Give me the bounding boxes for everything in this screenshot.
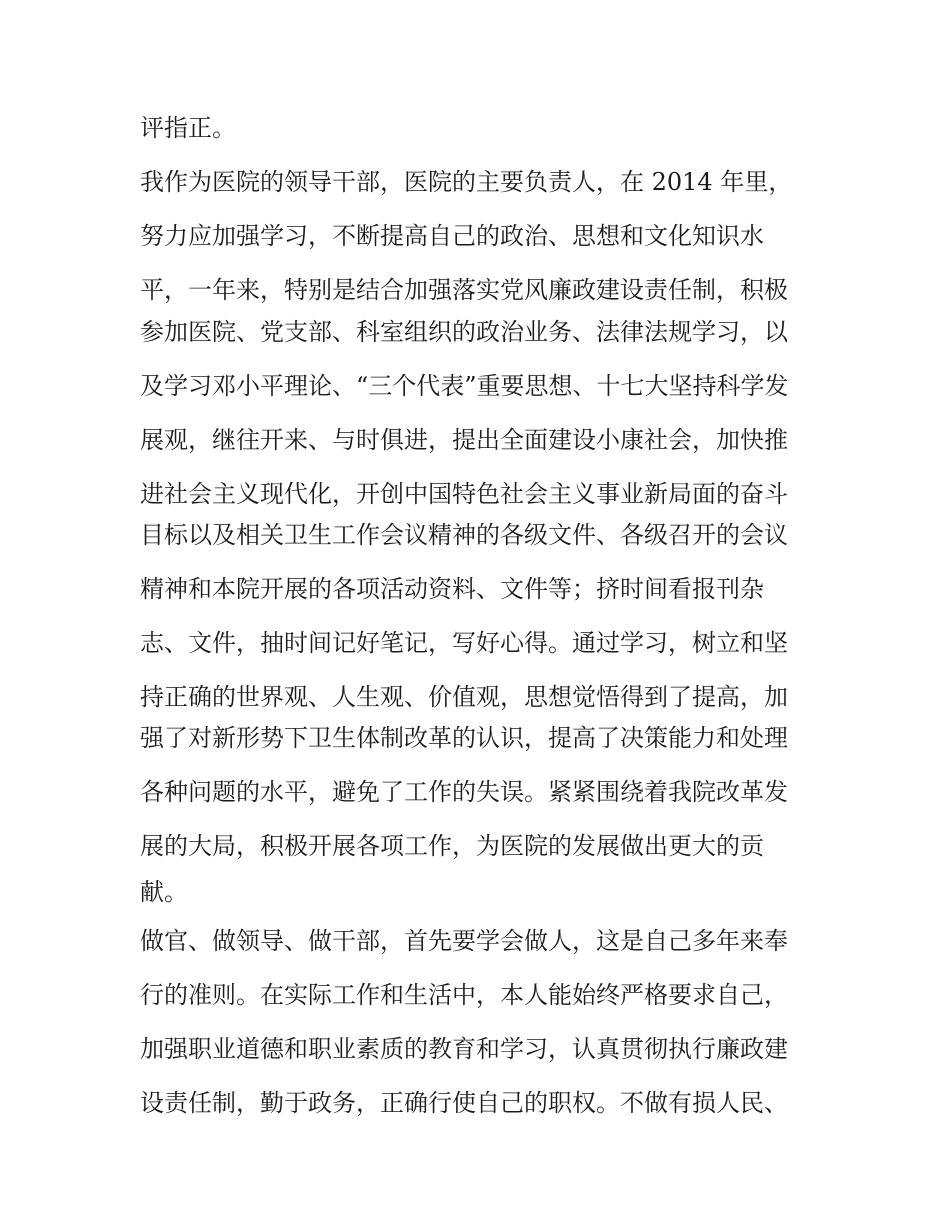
text-line: 行的准则。在实际工作和生活中，本人能始终严格要求自己， xyxy=(140,981,788,1009)
text-line: 献。 xyxy=(140,878,188,906)
text-line: 目标以及相关卫生工作会议精神的各级文件、各级召开的会议 xyxy=(140,521,788,549)
text-line: 持正确的世界观、人生观、价值观，思想觉悟得到了提高，加 xyxy=(140,683,788,711)
text-line: 做官、做领导、做干部，首先要学会做人，这是自己多年来奉 xyxy=(140,927,788,955)
text-line: 我作为医院的领导干部，医院的主要负责人，在 2014 年里， xyxy=(140,168,793,196)
text-line: 评指正。 xyxy=(140,114,236,142)
text-line: 展的大局，积极开展各项工作，为医院的发展做出更大的贡 xyxy=(140,832,764,860)
text-line: 志、文件，抽时间记好笔记，写好心得。通过学习，树立和坚 xyxy=(140,629,788,657)
text-line: 强了对新形势下卫生体制改革的认识，提高了决策能力和处理 xyxy=(140,724,788,752)
text-line: 展观，继往开来、与时俱进，提出全面建设小康社会，加快推 xyxy=(140,426,788,454)
text-line: 设责任制，勤于政务，正确行使自己的职权。不做有损人民、 xyxy=(140,1089,788,1117)
text-line: 进社会主义现代化，开创中国特色社会主义事业新局面的奋斗 xyxy=(140,480,788,508)
text-line: 精神和本院开展的各项活动资料、文件等；挤时间看报刊杂 xyxy=(140,575,764,603)
text-line: 及学习邓小平理论、“三个代表”重要思想、十七大坚持科学发 xyxy=(140,372,789,400)
text-line: 平，一年来，特别是结合加强落实党风廉政建设责任制，积极 xyxy=(140,276,788,304)
text-line: 参加医院、党支部、科室组织的政治业务、法律法规学习，以 xyxy=(140,318,788,346)
text-line: 各种问题的水平，避免了工作的失误。紧紧围绕着我院改革发 xyxy=(140,778,788,806)
text-line: 加强职业道德和职业素质的教育和学习，认真贯彻执行廉政建 xyxy=(140,1035,788,1063)
text-line: 努力应加强学习，不断提高自己的政治、思想和文化知识水 xyxy=(140,222,764,250)
